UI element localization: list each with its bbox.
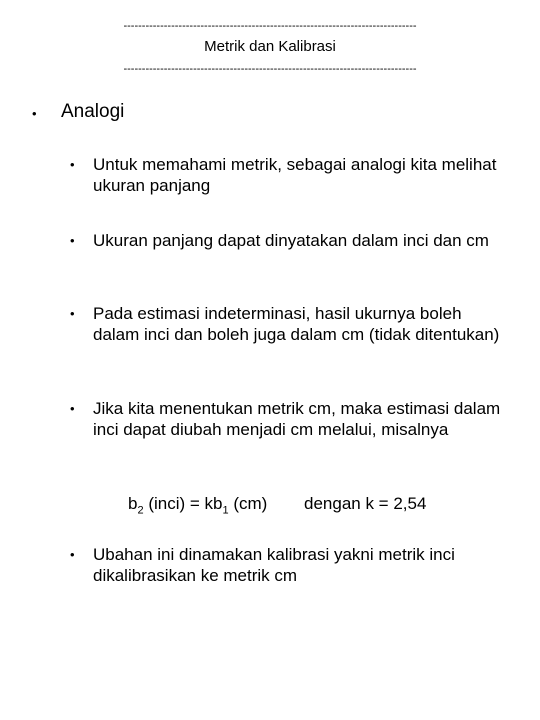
bullet-icon: • <box>70 401 75 416</box>
list-item: Untuk memahami metrik, sebagai analogi kita melihat ukuran panjang <box>93 155 497 195</box>
bullet-icon: • <box>70 306 75 321</box>
list-item: Ubahan ini dinamakan kalibrasi yakni metrik inci dikalibrasikan ke metrik cm <box>93 545 455 585</box>
header-rule-bottom: -------------------------------------------------------------------------------- <box>123 63 417 75</box>
section-heading: Analogi <box>61 101 125 122</box>
page-title: Metrik dan Kalibrasi <box>204 38 336 55</box>
list-item: Jika kita menentukan metrik cm, maka estimasi dalam inci dapat diubah menjadi cm melalui, misalnya <box>93 399 501 439</box>
formula-end: (cm) <box>228 494 268 513</box>
formula-middle: (inci) = kb <box>143 494 223 513</box>
formula-subscript-2: 2 <box>137 504 144 517</box>
list-item: Pada estimasi indeterminasi, hasil ukurnya boleh dalam inci dan boleh juga dalam cm (tidak ditentukan) <box>93 304 500 344</box>
bullet-icon: • <box>70 157 75 172</box>
bullet-icon: • <box>32 106 37 121</box>
formula-constant: dengan k = 2,54 <box>304 494 427 513</box>
formula <box>128 493 267 521</box>
bullet-icon: • <box>70 547 75 562</box>
bullet-icon: • <box>70 233 75 248</box>
formula-b: b <box>128 494 138 513</box>
formula-subscript-1: 1 <box>222 504 229 517</box>
list-item: Ukuran panjang dapat dinyatakan dalam inci dan cm <box>93 231 489 250</box>
header-rule-top: -------------------------------------------------------------------------------- <box>123 20 417 32</box>
